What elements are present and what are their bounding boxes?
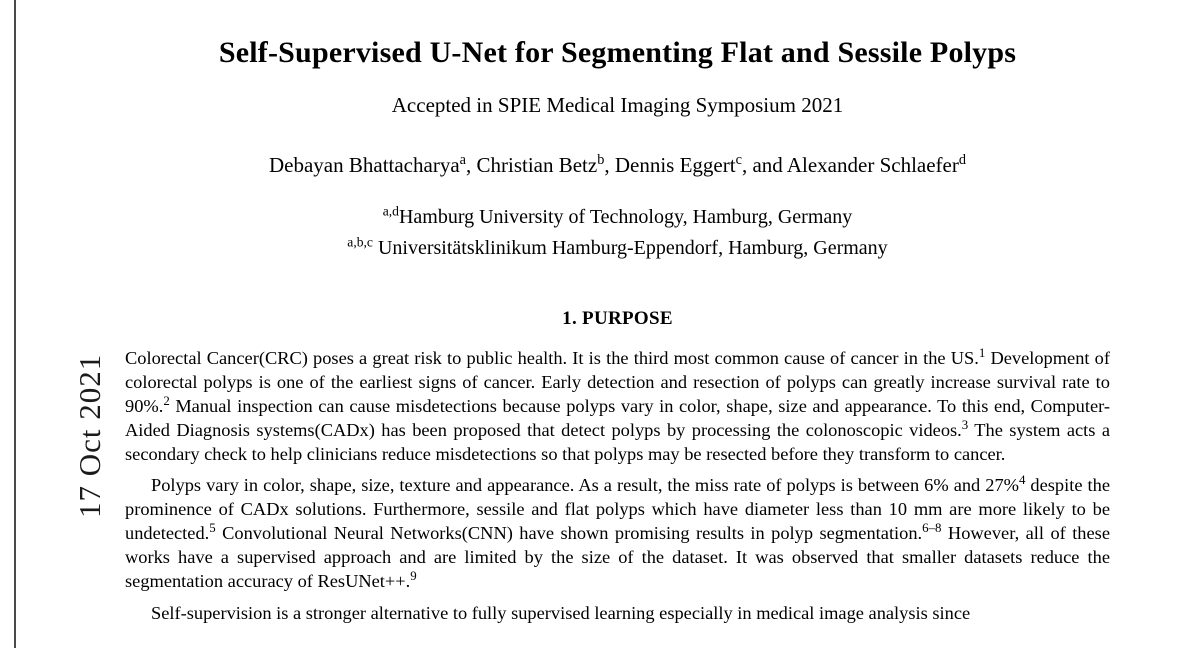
citation-reference[interactable]: 4	[1018, 472, 1026, 487]
author-name: Christian Betz	[476, 152, 598, 177]
citation-reference[interactable]: 2	[163, 393, 170, 408]
affiliation-text: Universitätsklinikum Hamburg-Eppendorf, Hamburg, Germany	[372, 236, 888, 259]
author-list	[125, 153, 1110, 178]
author-affiliation-marker: b	[597, 151, 605, 168]
affiliation-item	[125, 203, 1110, 231]
affiliation-text: Hamburg University of Technology, Hamburg, Germany	[398, 205, 853, 228]
author-separator: , and	[741, 152, 787, 177]
body-paragraph: Self-supervision is a stronger alternative to fully supervised learning especially in medical image analysis since	[151, 602, 971, 623]
page-title: Self-Supervised U-Net for Segmenting Flat and Sessile Polyps	[218, 36, 1017, 69]
side-rule	[14, 0, 16, 648]
paper-subtitle: Accepted in SPIE Medical Imaging Symposium 2021	[391, 92, 844, 117]
arxiv-side-stamp	[0, 0, 110, 648]
body-paragraph: Colorectal Cancer(CRC) poses a great risk to public health. It is the third most common cause of cancer in the US.$^1$ Development of colorectal polyps is one of the earliest signs of cancer. Early detection and resection of polyps can greatly increase survival rate to 90%.$^2$ Manual inspection can cause misdetections because polyps vary in color, shape, size and appearance. To this end, Computer-Aided Diagnosis systems(CADx) has been proposed that detect polyps by processing the colonoscopic videos.$^3$ The system acts a secondary check to help clinicians reduce misdetections so that polyps may be resected before they transform to cancer.	[125, 345, 1110, 464]
author-separator: ,	[604, 152, 615, 177]
citation-reference[interactable]: 3	[961, 417, 969, 432]
citation-reference[interactable]: 9	[410, 569, 417, 584]
affiliation-list	[125, 203, 1110, 262]
section-body-purpose	[125, 346, 1110, 625]
citation-reference[interactable]: 6–8	[922, 521, 942, 536]
author-affiliation-marker: d	[958, 151, 966, 168]
author-name: Alexander Schlaefer	[786, 152, 959, 177]
side-stamp-text: 17 Oct 2021	[72, 353, 107, 518]
paper-content	[125, 0, 1110, 648]
author-separator: ,	[465, 152, 477, 177]
citation-reference[interactable]: 1	[978, 345, 986, 360]
author-name: Debayan Bhattacharya	[268, 152, 460, 177]
author-affiliation-marker: a	[459, 151, 466, 168]
affiliation-marker: a,b,c	[347, 233, 373, 249]
section-heading-purpose: 1. PURPOSE	[562, 307, 673, 329]
body-paragraph: Polyps vary in color, shape, size, texture and appearance. As a result, the miss rate of polyps is between 6% and 27%$^4$ despite the prominence of CADx solutions. Furthermore, sessile and flat polyps which have diameter less than 10 mm are more likely to be undetected.$^5$ Convolutional Neural Networks(CNN) have shown promising results in polyp segmentation.$^{6-8}$ However, all of these works have a supervised approach and are limited by the size of the dataset. It was observed that smaller datasets reduce the segmentation accuracy of ResUNet++.$^9$	[125, 472, 1110, 592]
affiliation-item	[125, 234, 1110, 262]
author-name: Dennis Eggert	[614, 152, 736, 177]
author-affiliation-marker: c	[735, 151, 742, 168]
citation-reference[interactable]: 5	[209, 521, 216, 536]
affiliation-marker: a,d	[382, 202, 399, 218]
